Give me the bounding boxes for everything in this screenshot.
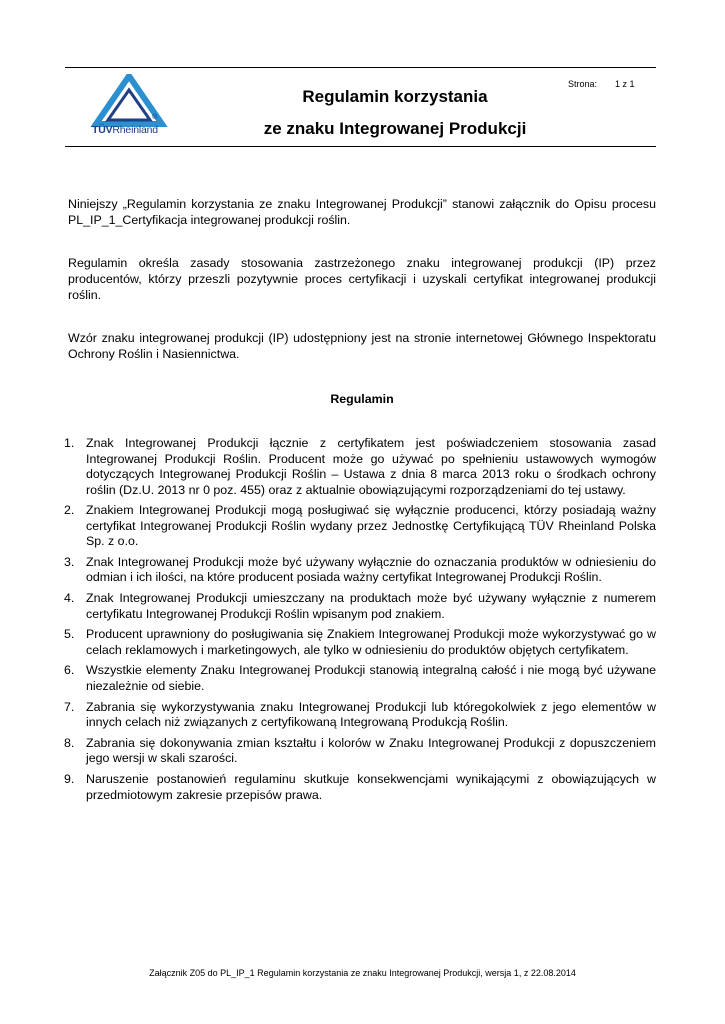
header-top-rule [65,67,656,68]
rule-item [64,627,656,658]
page-footer: Załącznik Z05 do PL_IP_1 Regulamin korzystania ze znaku Integrowanej Produkcji, wersja 1, z 22.08.2014 [149,968,576,978]
rule-text: Znak Integrowanej Produkcji może być używany wyłącznie do oznaczania produktów w odniesieniu do odmian i ich ilości, na które producent posiada ważny certyfikat Integrowanej Produkcji Roślin. [86,554,656,585]
rule-number: 3. [64,554,75,569]
rule-text: Naruszenie postanowień regulaminu skutkuje konsekwencjami wynikającymi z obowiązujących w przedmiotowym zakresie przepisów prawa. [86,772,656,802]
company-logo-text [92,124,158,136]
rule-item [64,436,656,498]
rule-number: 7. [64,699,75,714]
intro-paragraph: Niniejszy „Regulamin korzystania ze znaku Integrowanej Produkcji” stanowi załącznik do Opisu procesu PL_IP_1_Certyfikacja integrowanej produkcji roślin. [68,197,656,227]
rule-number: 9. [64,772,75,786]
rule-text: Znak Integrowanej Produkcji łącznie z certyfikatem jest poświadczeniem stosowania zasad Integrowanej Produkcji Roślin. Producent może go używać po spełnieniu ustawowych wymogów dotyczących Integrowanej Produkcji Roślin – Ustawa z dnia 8 marca 2013 roku o środkach ochrony roślin (Dz.U. 2013 nr 0 poz. 455) oraz z aktualnie obowiązującymi rozporządzeniami do tej ustawy. [86,436,656,497]
rule-number: 4. [64,591,75,606]
rule-number: 8. [64,735,75,750]
rule-text: Wszystkie elementy Znaku Integrowanej Produkcji stanowią integralną całość i nie mogą być używane niezależnie od siebie. [86,663,656,693]
rule-text: Znakiem Integrowanej Produkcji mogą posługiwać się wyłącznie producenci, którzy posiadają ważny certyfikat Integrowanej Produkcji Roślin wydany przez Jednostkę Certyfikującą TÜV Rheinland Polska Sp. z o.o. [86,503,656,549]
rules-list [64,436,656,808]
section-heading: Regulamin [330,392,394,406]
rule-item [64,503,656,550]
intro-paragraph: Wzór znaku integrowanej produkcji (IP) udostępniony jest na stronie internetowej Głównego Inspektoratu Ochrony Roślin i Nasiennictwa. [68,331,656,361]
rule-number: 5. [64,627,75,642]
page-label: Strona: [568,79,598,89]
logo-text-bold: TÜV [92,124,113,136]
logo-text-light: Rheinland [112,124,158,136]
rule-item [64,772,656,803]
rule-number: 2. [64,503,75,518]
rule-item [64,700,656,731]
intro-paragraph: Regulamin określa zasady stosowania zastrzeżonego znaku integrowanej produkcji (IP) przez producentów, którzy przeszli pozytywnie proces certyfikacji i uzyskali certyfikat integrowanej produkcji roślin. [68,256,656,302]
rule-text: Producent uprawniony do posługiwania się Znakiem Integrowanej Produkcji może wykorzystywać go w celach reklamowych i marketingowych, ale tylko w odniesieniu do produktów objętych certyfikatem. [86,627,656,657]
registered-mark: ® [152,114,158,121]
rule-item [64,736,656,767]
header-bottom-rule [65,146,656,147]
page-value: 1 z 1 [615,79,635,89]
rule-item [64,555,656,586]
rule-text: Znak Integrowanej Produkcji umieszczany na produktach może być używany wyłącznie z numerem certyfikatu Integrowanej Produkcji Roślin wpisanym pod znakiem. [86,591,656,621]
rule-item [64,663,656,694]
document-title-line2: ze znaku Integrowanej Produkcji [263,119,527,138]
rule-text: Zabrania się wykorzystywania znaku Integrowanej Produkcji lub któregokolwiek z jego elementów w innych celach niż związanych z certyfikowaną Integrowaną Produkcją Roślin. [86,699,656,730]
rule-number: 6. [64,663,75,678]
rule-item [64,591,656,622]
rule-text: Zabrania się dokonywania zmian kształtu i kolorów w Znaku Integrowanej Produkcji z dopuszczeniem jego wersji w skali szarości. [86,735,656,766]
document-title-line1: Regulamin korzystania [302,87,488,106]
rule-number: 1. [64,436,75,450]
